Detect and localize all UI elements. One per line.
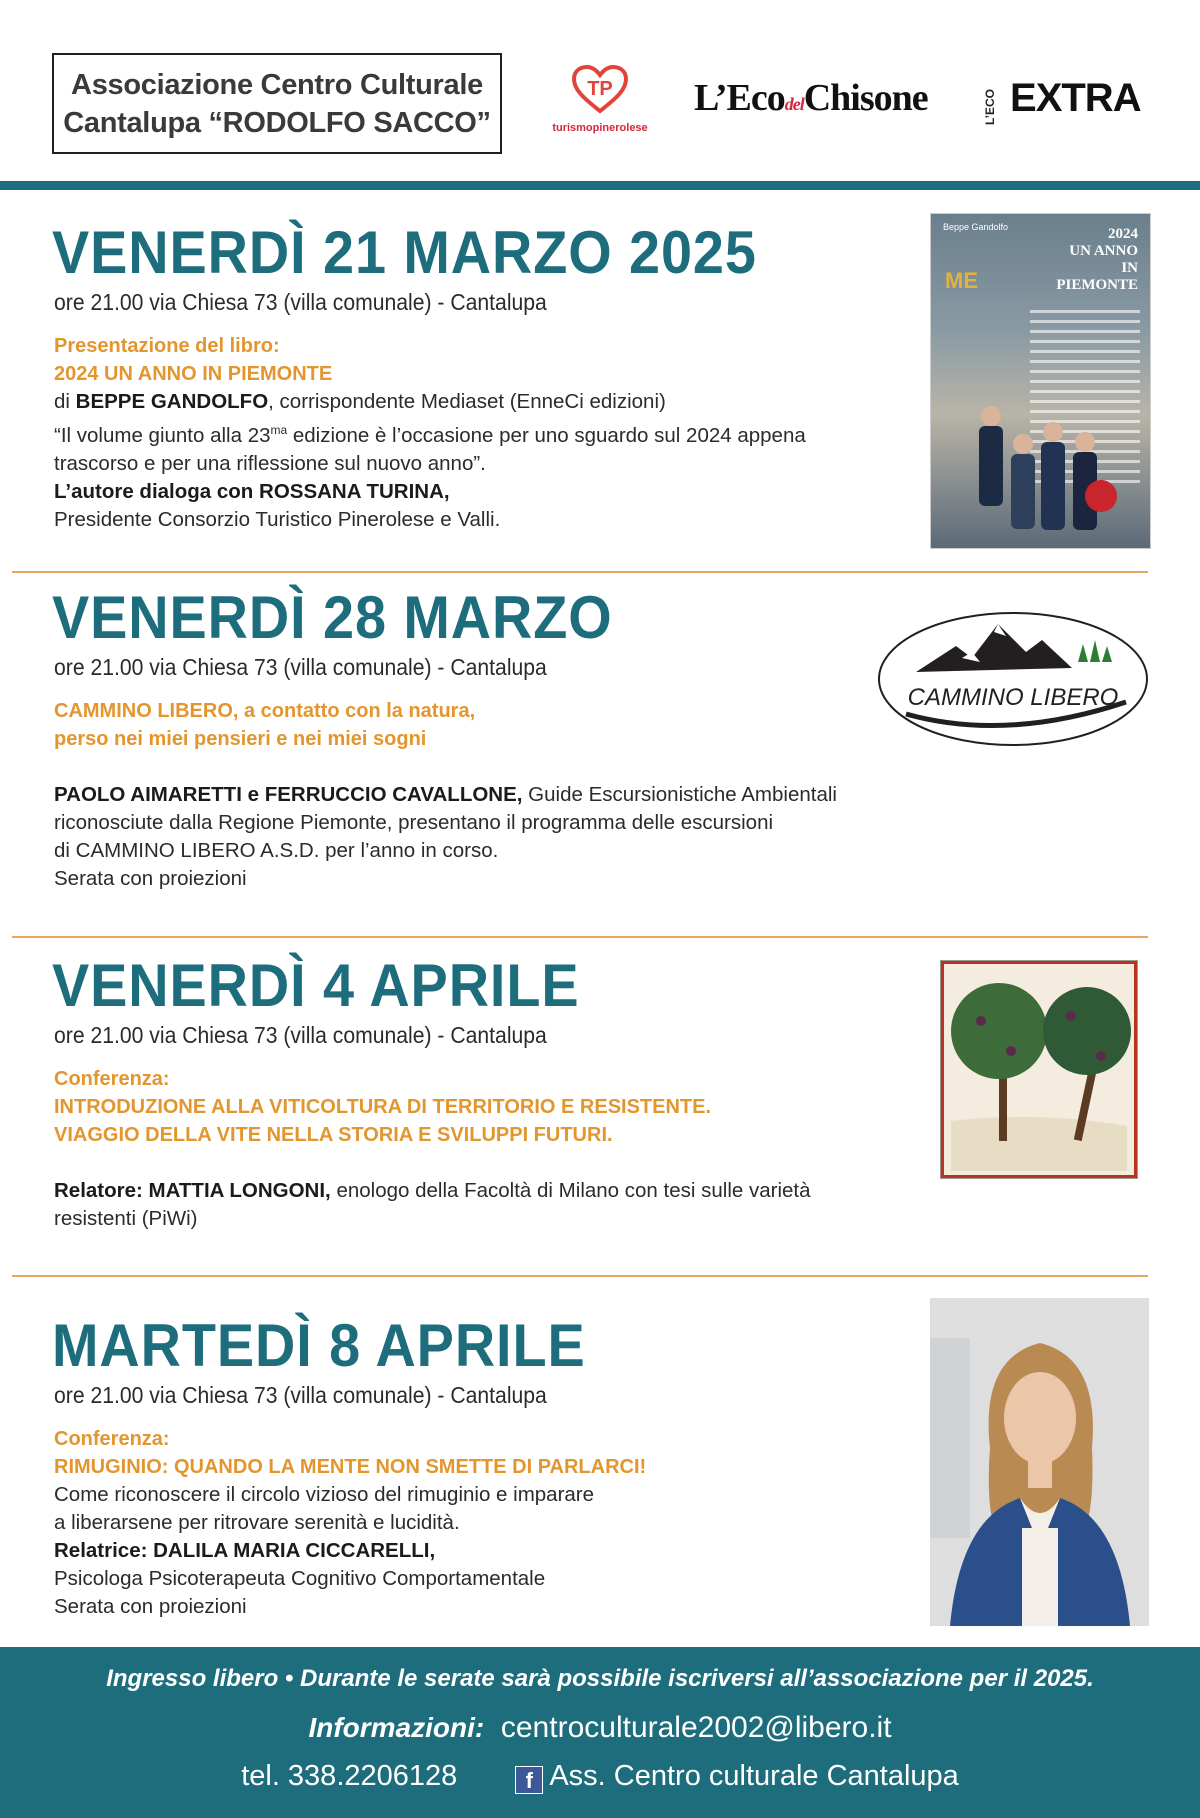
footer-free-entry: Ingresso libero • Durante le serate sarà possibile iscriversi all’associazione per il 2025. [106,1665,1094,1692]
book-title: 2024 UN ANNO IN PIEMONTE [1056,226,1138,293]
event3-title-line1: INTRODUZIONE ALLA VITICOLTURA DI TERRITORIO E RESISTENTE. [54,1096,712,1118]
event4-line2: a liberarsene per ritrovare serenità e lucidità. [54,1511,460,1534]
footer-info-label: Informazioni: [308,1712,485,1743]
eco-del-chisone-logo [694,76,928,120]
event1-line1: di BEPPE GANDOLFO, corrispondente Mediaset (EnneCi edizioni) [54,390,666,413]
event2-line2: riconosciute dalla Regione Piemonte, presentano il programma delle escursioni [54,811,774,834]
event2-line4: Serata con proiezioni [54,867,247,890]
event1-venue: ore 21.00 via Chiesa 73 (villa comunale) - Cantalupa [54,289,547,315]
vine-trees-icon [941,961,1137,1178]
organization-box [52,53,502,154]
event3-line2: resistenti (PiWi) [54,1207,198,1230]
extra-big-label: EXTRA [1010,76,1141,120]
event2-line1: PAOLO AIMARETTI e FERRUCCIO CAVALLONE, Guide Escursionistiche Ambientali [54,783,837,806]
event-separator-3 [12,1275,1148,1277]
event1-date: VENERDÌ 21 MARZO 2025 [52,219,757,286]
book-cover-image [930,213,1151,549]
event3-date: VENERDÌ 4 APRILE [52,952,580,1019]
footer-info [0,1711,1200,1745]
footer-email-link[interactable]: centroculturale2002@libero.it [500,1711,892,1744]
event1-line2: “Il volume giunto alla $23^{ma}$ edizione è l’occasione per uno sguardo sul 2024 appena [54,423,806,447]
org-name-line2: Cantalupa “RODOLFO SACCO” [63,106,491,139]
footer-contacts [0,1760,1200,1794]
woman-portrait-icon [930,1298,1149,1626]
footer-banner [0,1647,1200,1818]
eco-right: Chisone [803,77,928,119]
event4-description [54,1425,894,1621]
svg-text:ME: ME [945,268,978,293]
eco-del: del [784,94,804,114]
event4-line3: Relatrice: DALILA MARIA CICCARELLI, [54,1539,436,1562]
event4-type: Conferenza: [54,1428,170,1450]
event2-line3: di CAMMINO LIBERO A.S.D. per l’anno in corso. [54,839,499,862]
event1-line5: Presidente Consorzio Turistico Pinerolese e Valli. [54,507,501,531]
eco-left: L’Eco [694,77,785,119]
tp-heart-icon [572,65,628,115]
event4-line1: Come riconoscere il circolo vizioso del rimuginio e imparare [54,1483,595,1506]
event1-title: 2024 UN ANNO IN PIEMONTE [54,363,333,385]
tp-label: turismopinerolese [552,122,648,134]
event3-description [54,1065,894,1233]
event1-description [54,332,874,534]
book-people-illustration [961,396,1121,536]
event4-title: RIMUGINIO: QUANDO LA MENTE NON SMETTE DI PARLARCI! [54,1456,647,1478]
me-logo-icon [945,266,985,296]
event3-venue: ore 21.00 via Chiesa 73 (villa comunale) - Cantalupa [54,1022,547,1048]
cammino-logo-text: CAMMINO LIBERO [907,684,1119,711]
event3-title-line2: VIAGGIO DELLA VITE NELLA STORIA E SVILUPPI FUTURI. [54,1124,613,1146]
speaker-portrait [930,1298,1149,1626]
event2-title-line2: perso nei miei pensieri e nei miei sogni [54,728,427,750]
event2-title-line1: CAMMINO LIBERO, a contatto con la natura, [54,700,476,722]
event-separator-1 [12,571,1148,573]
event1-line4: L’autore dialoga con ROSSANA TURINA, [54,479,450,503]
event2-description [54,697,884,893]
event1-line3: trascorso e per una riflessione sul nuovo anno”. [54,451,486,475]
event1-type: Presentazione del libro: [54,335,280,357]
vine-illustration [940,960,1138,1179]
event4-date: MARTEDÌ 8 APRILE [52,1312,586,1379]
turismo-pinerolese-logo [540,65,660,145]
header-divider [0,181,1200,190]
book-author: Beppe Gandolfo [943,222,1009,232]
event4-venue: ore 21.00 via Chiesa 73 (villa comunale) - Cantalupa [54,1382,547,1408]
facebook-icon: f [515,1766,543,1794]
event-separator-2 [12,936,1148,938]
svg-text:TP: TP [587,78,613,100]
extra-small-label: L’ECO [983,88,998,125]
cammino-libero-logo [876,610,1150,748]
org-name-line1: Associazione Centro Culturale [71,68,483,101]
event2-venue: ore 21.00 via Chiesa 73 (villa comunale) - Cantalupa [54,654,547,680]
event3-type: Conferenza: [54,1068,170,1090]
event2-date: VENERDÌ 28 MARZO [52,584,613,651]
event3-line1: Relatore: MATTIA LONGONI, enologo della Facoltà di Milano con tesi sulle varietà [54,1179,811,1202]
footer-phone[interactable]: tel. 338.2206128 [241,1760,458,1792]
footer-facebook-link[interactable]: Ass. Centro culturale Cantalupa [549,1760,959,1792]
event4-line4: Psicologa Psicoterapeuta Cognitivo Comportamentale [54,1567,546,1590]
eco-extra-logo [972,76,1141,125]
event4-line5: Serata con proiezioni [54,1595,247,1618]
